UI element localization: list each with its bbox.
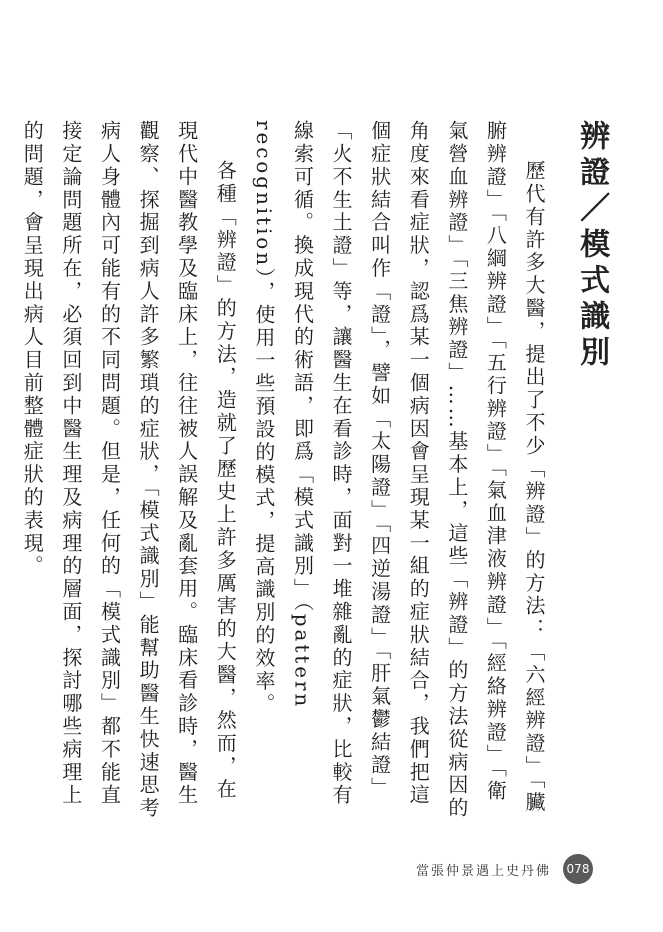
page-number-badge: 078 [563,854,593,884]
paragraph: 各種「辨證」的方法，造就了歷史上許多厲害的大醫，然而，在現代中醫教學及臨床上，往往被人誤解及亂套用。臨床看診時，醫生觀察、探掘到病人許多繁瑣的症狀，「模式識別」能幫助醫生快速思考病人身體內可能有的不同問題。但是，任何的「模式識別」都不能直接定論問題所在，必須回到中醫生理及病理的層面，探討哪些病理上的問題，會呈現出病人目前整體症狀的表現。 [20,120,238,820]
chapter-title: 辨證／模式識別 [574,120,610,372]
running-book-title: 當張仲景遇上史丹佛 [415,863,551,879]
page-footer [416,854,593,884]
body-text [20,120,553,820]
paragraph: 歷代有許多大醫，提出了不少「辨證」的方法：「六經辨證」「臟腑辨證」「八綱辨證」「五行辨證」「氣血津液辨證」「經絡辨證」「衛氣營血辨證」「三焦辨證」……基本上，這些「辨證」的方法從病因的角度來看症狀，認爲某一個病因會呈現某一組的症狀結合，我們把這個症狀結合叫作「證」，譬如「太陽證」「四逆湯證」「肝氣鬱結證」「火不生土證」等，讓醫生在看診時，面對一堆雜亂的症狀，比較有線索可循。換成現代的術語，即爲「模式識別」（pattern recognition），使用一些預設的模式，提高識別的效率。 [251,120,546,820]
